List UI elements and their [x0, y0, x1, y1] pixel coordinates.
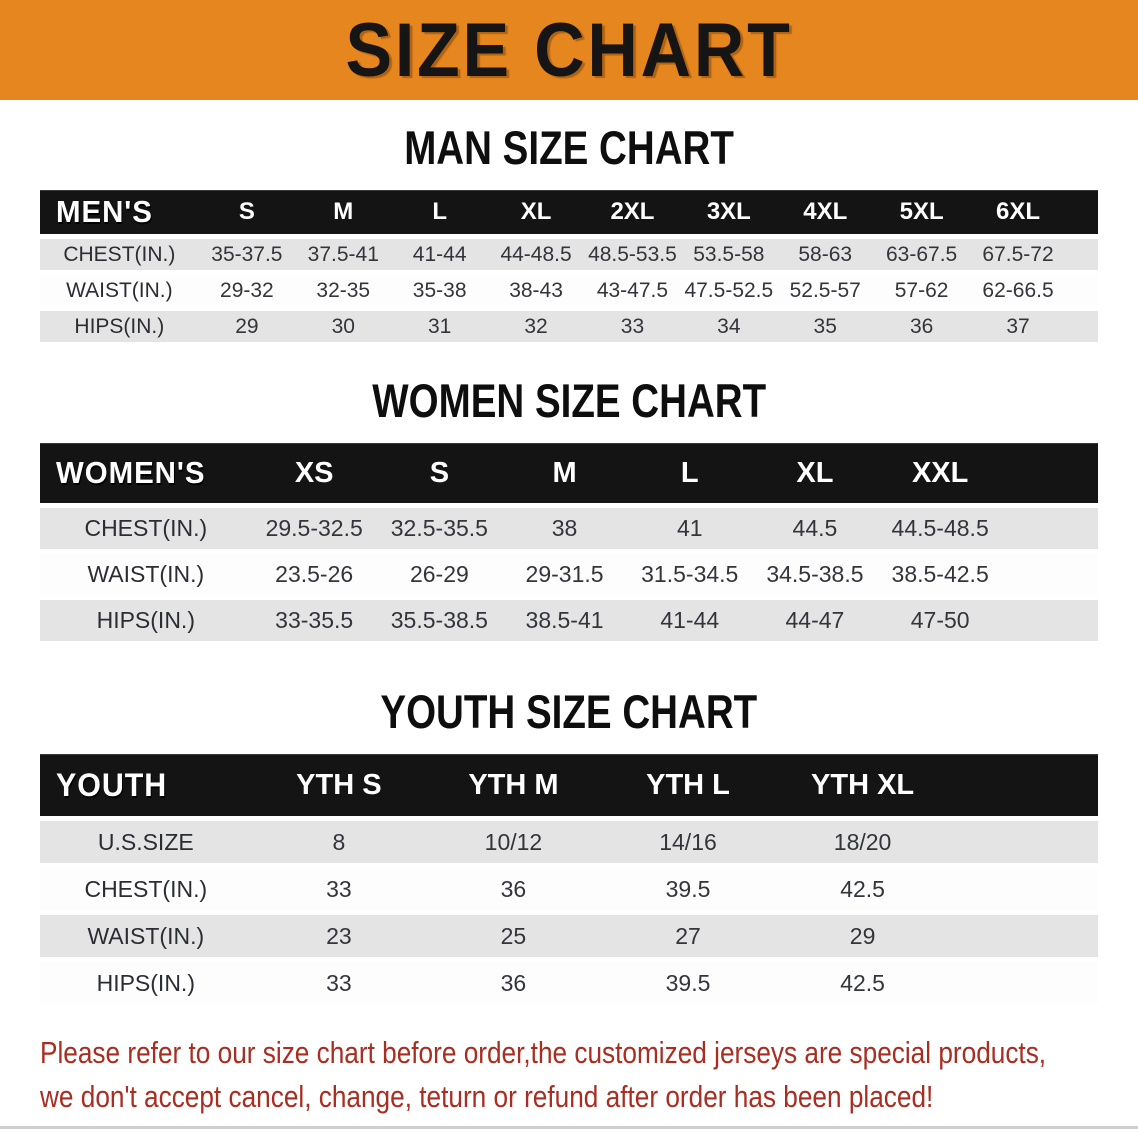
size-value-cell: 48.5-53.5 [584, 239, 680, 270]
size-value-cell: 33 [252, 868, 427, 910]
size-value-cell: 35-38 [391, 275, 487, 306]
size-value-cell: 35-37.5 [199, 239, 295, 270]
size-value-cell: 39.5 [601, 868, 776, 910]
size-column-header: 4XL [777, 190, 873, 234]
row-spacer [1066, 311, 1098, 342]
table-corner-label: MEN'S [40, 190, 199, 234]
table-row [40, 600, 1098, 641]
row-spacer [1066, 275, 1098, 306]
size-value-cell: 33 [584, 311, 680, 342]
size-column-header: M [295, 190, 391, 234]
section-heading: MAN SIZE CHART [404, 121, 734, 174]
table-row [40, 868, 1098, 910]
disclaimer-line-2: we don't accept cancel, change, teturn or refund after order has been placed! [40, 1079, 934, 1115]
header-row [40, 754, 1098, 816]
size-value-cell: 32.5-35.5 [377, 508, 502, 549]
table-row [40, 554, 1098, 595]
size-column-header: M [502, 443, 627, 503]
size-column-header: XS [252, 443, 377, 503]
size-column-header: YTH XL [775, 754, 950, 816]
size-value-cell: 29 [775, 915, 950, 957]
size-value-cell: 29-32 [199, 275, 295, 306]
size-value-cell: 42.5 [775, 962, 950, 1004]
size-value-cell: 63-67.5 [873, 239, 969, 270]
size-value-cell: 32-35 [295, 275, 391, 306]
size-value-cell: 23 [252, 915, 427, 957]
row-label: CHEST(IN.) [40, 239, 199, 270]
row-spacer [1003, 508, 1098, 549]
size-value-cell: 37 [970, 311, 1066, 342]
section-heading: WOMEN SIZE CHART [372, 374, 766, 427]
row-spacer [950, 915, 1098, 957]
table-corner-label: WOMEN'S [40, 443, 252, 503]
row-spacer [950, 868, 1098, 910]
row-label: HIPS(IN.) [40, 600, 252, 641]
size-value-cell: 25 [426, 915, 601, 957]
table-row [40, 821, 1098, 863]
size-value-cell: 44.5-48.5 [878, 508, 1003, 549]
row-label: HIPS(IN.) [40, 311, 199, 342]
row-spacer [950, 821, 1098, 863]
row-label: CHEST(IN.) [40, 868, 252, 910]
size-value-cell: 36 [426, 962, 601, 1004]
size-value-cell: 41-44 [627, 600, 752, 641]
size-value-cell: 14/16 [601, 821, 776, 863]
size-value-cell: 37.5-41 [295, 239, 391, 270]
size-column-header: L [627, 443, 752, 503]
size-value-cell: 41 [627, 508, 752, 549]
row-label: CHEST(IN.) [40, 508, 252, 549]
header-spacer [1003, 443, 1098, 503]
size-column-header: YTH S [252, 754, 427, 816]
size-value-cell: 42.5 [775, 868, 950, 910]
disclaimer-note [40, 1031, 1138, 1119]
row-spacer [950, 962, 1098, 1004]
size-value-cell: 30 [295, 311, 391, 342]
size-value-cell: 34.5-38.5 [752, 554, 877, 595]
row-spacer [1003, 600, 1098, 641]
row-spacer [1003, 554, 1098, 595]
row-label: WAIST(IN.) [40, 275, 199, 306]
row-label: U.S.SIZE [40, 821, 252, 863]
size-value-cell: 27 [601, 915, 776, 957]
header-spacer [1066, 190, 1098, 234]
size-value-cell: 31.5-34.5 [627, 554, 752, 595]
size-value-cell: 23.5-26 [252, 554, 377, 595]
size-value-cell: 10/12 [426, 821, 601, 863]
size-value-cell: 44.5 [752, 508, 877, 549]
header-row [40, 443, 1098, 503]
table-corner-label: YOUTH [40, 754, 252, 816]
size-column-header: 2XL [584, 190, 680, 234]
size-value-cell: 35.5-38.5 [377, 600, 502, 641]
size-value-cell: 26-29 [377, 554, 502, 595]
page-title: SIZE CHART [345, 7, 793, 93]
size-value-cell: 57-62 [873, 275, 969, 306]
size-value-cell: 8 [252, 821, 427, 863]
table-row [40, 275, 1098, 306]
table-row [40, 239, 1098, 270]
size-value-cell: 31 [391, 311, 487, 342]
size-chart-section [0, 373, 1138, 646]
size-chart-section [0, 684, 1138, 1009]
size-column-header: 5XL [873, 190, 969, 234]
size-value-cell: 35 [777, 311, 873, 342]
row-label: WAIST(IN.) [40, 915, 252, 957]
size-value-cell: 41-44 [391, 239, 487, 270]
size-column-header: S [377, 443, 502, 503]
row-label: WAIST(IN.) [40, 554, 252, 595]
size-value-cell: 32 [488, 311, 584, 342]
row-label: HIPS(IN.) [40, 962, 252, 1004]
size-value-cell: 36 [873, 311, 969, 342]
size-value-cell: 18/20 [775, 821, 950, 863]
bottom-edge-line [0, 1126, 1138, 1129]
size-column-header: S [199, 190, 295, 234]
size-column-header: XXL [878, 443, 1003, 503]
size-value-cell: 47.5-52.5 [681, 275, 777, 306]
size-column-header: 6XL [970, 190, 1066, 234]
size-value-cell: 47-50 [878, 600, 1003, 641]
size-value-cell: 38 [502, 508, 627, 549]
disclaimer-line-1: Please refer to our size chart before order,the customized jerseys are special products, [40, 1035, 1047, 1070]
size-column-header: L [391, 190, 487, 234]
size-value-cell: 44-48.5 [488, 239, 584, 270]
size-column-header: YTH M [426, 754, 601, 816]
size-value-cell: 62-66.5 [970, 275, 1066, 306]
size-chart-banner [0, 0, 1138, 100]
size-value-cell: 33-35.5 [252, 600, 377, 641]
size-table [40, 185, 1098, 347]
size-value-cell: 38-43 [488, 275, 584, 306]
size-value-cell: 29 [199, 311, 295, 342]
size-value-cell: 36 [426, 868, 601, 910]
header-spacer [950, 754, 1098, 816]
size-column-header: 3XL [681, 190, 777, 234]
size-value-cell: 52.5-57 [777, 275, 873, 306]
size-value-cell: 53.5-58 [681, 239, 777, 270]
table-row [40, 962, 1098, 1004]
size-value-cell: 38.5-41 [502, 600, 627, 641]
table-row [40, 311, 1098, 342]
row-spacer [1066, 239, 1098, 270]
size-value-cell: 29-31.5 [502, 554, 627, 595]
size-value-cell: 67.5-72 [970, 239, 1066, 270]
sections-container [0, 120, 1138, 1009]
section-heading: YOUTH SIZE CHART [380, 685, 758, 738]
table-row [40, 915, 1098, 957]
size-value-cell: 33 [252, 962, 427, 1004]
size-value-cell: 43-47.5 [584, 275, 680, 306]
size-column-header: XL [488, 190, 584, 234]
header-row [40, 190, 1098, 234]
size-table [40, 438, 1098, 646]
size-column-header: XL [752, 443, 877, 503]
size-value-cell: 29.5-32.5 [252, 508, 377, 549]
size-value-cell: 38.5-42.5 [878, 554, 1003, 595]
size-value-cell: 39.5 [601, 962, 776, 1004]
size-value-cell: 44-47 [752, 600, 877, 641]
table-row [40, 508, 1098, 549]
size-value-cell: 34 [681, 311, 777, 342]
size-chart-section [0, 120, 1138, 347]
size-value-cell: 58-63 [777, 239, 873, 270]
size-table [40, 749, 1098, 1009]
size-column-header: YTH L [601, 754, 776, 816]
